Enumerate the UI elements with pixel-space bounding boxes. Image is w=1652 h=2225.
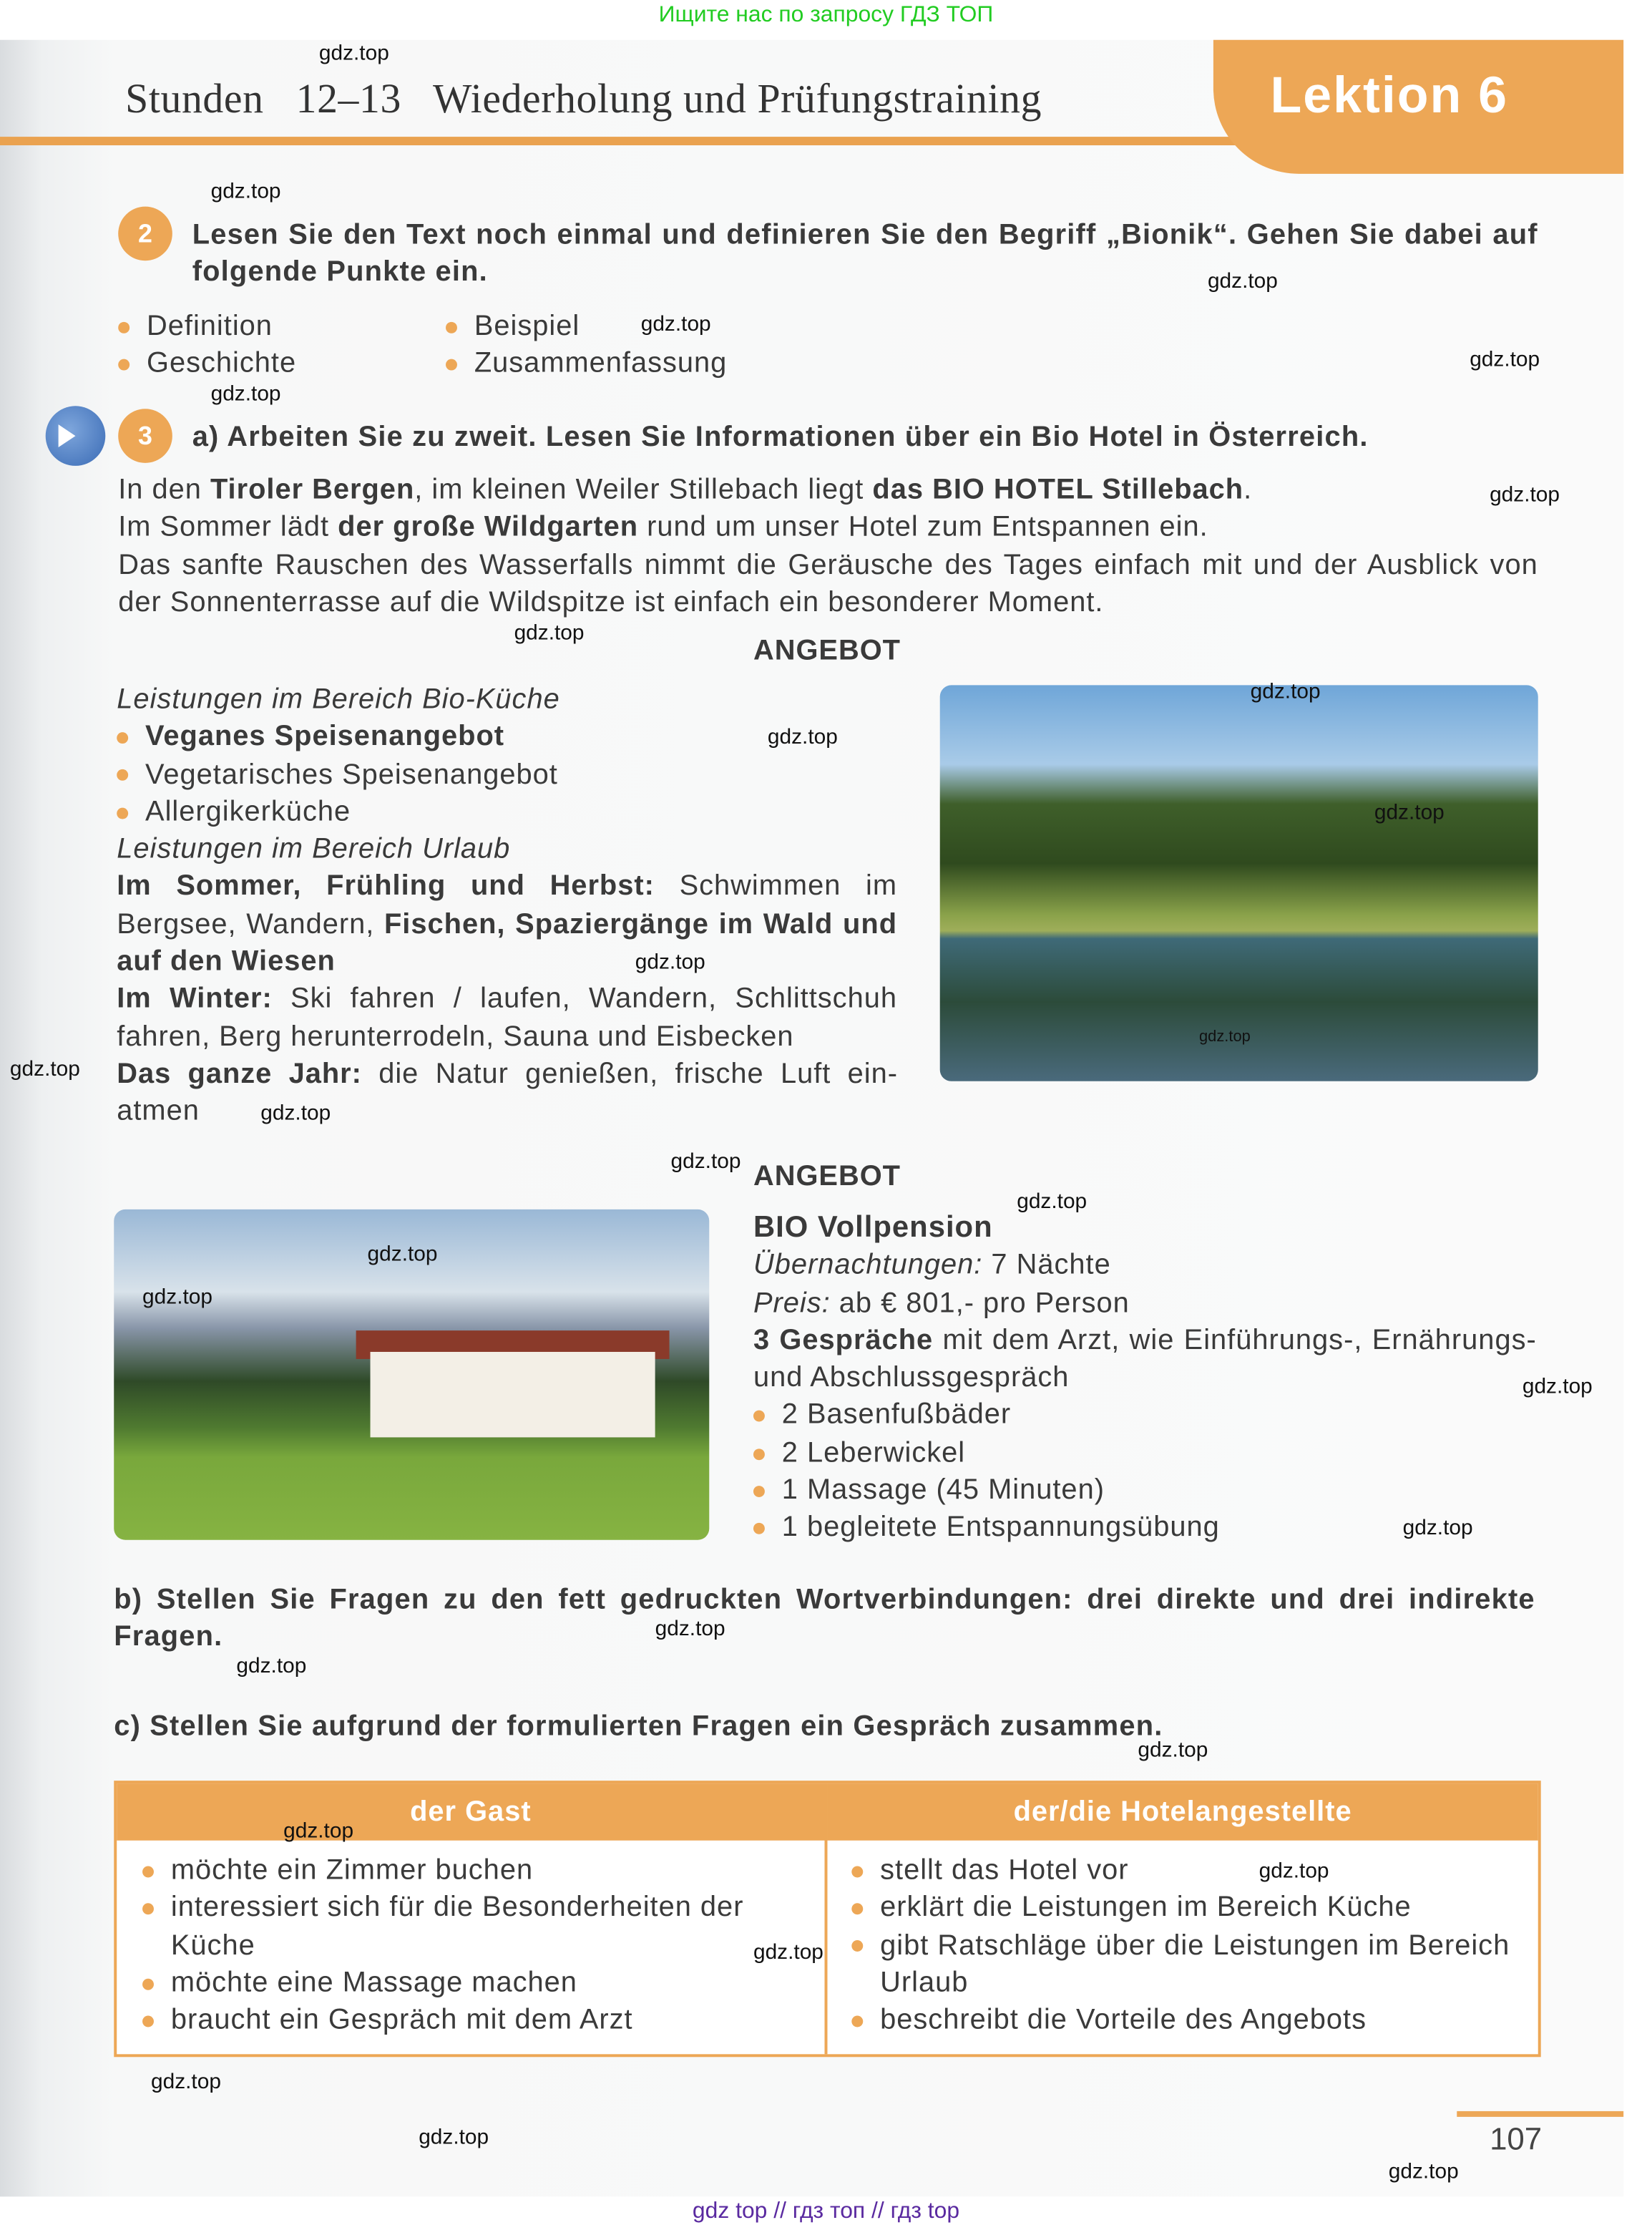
watermark: gdz.top [1402,1515,1473,1540]
watermark: gdz.top [514,620,585,646]
exercise-2-instruction: Lesen Sie den Text noch einmal und definieren Sie den Begriff „Bionik“. Gehen Sie dabei auf folgende Punkte ein. [192,219,1538,288]
header-rule [0,137,1253,145]
exercise-3-number: 3 [118,409,172,463]
watermark: gdz.top [1017,1189,1088,1214]
watermark: gdz.top [1470,347,1540,372]
page-number: 107 [1490,2121,1543,2157]
hotel-intro: In den Tiroler Bergen, im kleinen Weiler Stillebach liegt das BIO HOTEL Stillebach. Im Sommer lädt der große Wildgarten rund um unser Hotel zum Entspannen ein. Das sanfte Rauschen des Wasserfalls nimmt die Geräusche des Tages einfach mit und der Ausblick von der Sonnenterrasse auf die Wildspitze ist einfach ein besonderer Moment. [118,474,1538,618]
watermark: gdz.top [150,2070,221,2095]
watermark: gdz.top [1258,1859,1329,1884]
mountain-lake-photo [940,685,1538,1081]
column-divider [824,1783,827,2054]
lesson-label: Lektion 6 [1270,65,1509,125]
page-number-rule [1457,2111,1623,2117]
watermark: gdz.top [210,381,281,406]
point-summary: Zusammenfassung [446,345,727,382]
watermark: gdz.top [318,41,389,66]
staff-column: stellt das Hotel vor erklärt die Leistungen im Bereich Küche gibt Ratschläge über die Leistungen im Bereich Urlaub beschreibt die Vorteile des Angebots [851,1852,1514,2040]
header-guest: der Gast [117,1783,824,1841]
watermark: gdz.top [1388,2159,1459,2184]
watermark: gdz.top [210,179,281,204]
watermark: gdz.top [367,1242,438,1267]
watermark: gdz.top [767,725,838,750]
point-example: Beispiel [446,308,580,345]
exercise-3b-instruction: b) Stellen Sie Fragen zu den fett gedruckten Wortverbindungen: drei direkte und drei indirekte Fragen. [114,1584,1535,1652]
offer-2-details: BIO Vollpension Übernachtungen: 7 Nächte Preis: ab € 801,- pro Person 3 Gespräche mit dem Arzt, wie Einführungs-, Ernährungs- und Abschlussgespräch 2 Basenfußbäder 2 Leberwickel 1 Massage (45 Minuten) 1 begleitete Entspannungsübung [753,1209,1537,1547]
exercise-3a-instruction: a) Arbeiten Sie zu zweit. Lesen Sie Informationen über ein Bio Hotel in Österreich. [192,422,1369,453]
lesson-tab [1213,40,1623,174]
guest-column: möchte ein Zimmer buchen interessiert sich für die Besonderheiten der Küche möchte eine Massage machen braucht ein Gespräch mit dem Arzt [142,1852,805,2040]
watermark: gdz.top [283,1819,354,1844]
offer-1-details: Leistungen im Bereich Bio-Küche Veganes Speisenangebot Vegetarisches Speisenangebot Allergikerküche Leistungen im Bereich Urlaub Im Sommer, Frühling und Herbst: Schwimmen im Bergsee, Wandern, Fischen, Spaziergänge im Wald und auf den Wiesen Im Winter: Ski fahren / laufen, Wandern, Schlittschuh fahren, Berg herunterrodeln, Sauna und Eisbecken Das ganze Jahr: die Natur genießen, frische Luft einatmen [117,683,898,1128]
exercise-3c-instruction: c) Stellen Sie aufgrund der formulierten Fragen ein Gespräch zusammen. [114,1710,1163,1743]
watermark: gdz.top [419,2125,489,2150]
watermark: gdz.top [753,1940,823,1964]
watermark: gdz.top [9,1056,80,1081]
watermark: gdz.top [635,950,705,975]
watermark: gdz.top [260,1101,331,1126]
watermark: gdz.top [236,1653,307,1678]
house [371,1352,655,1437]
watermark: gdz.top [670,1149,741,1174]
watermark: gdz.top [1199,1028,1251,1046]
watermark: gdz.top [1374,800,1445,825]
watermark: gdz.top [142,1285,213,1310]
watermark: gdz.top [1490,482,1560,507]
page-title: Stunden 12–13 Wiederholung und Prüfungstraining [125,77,1042,123]
exercise-2-number: 2 [118,207,172,261]
offer-2-heading: ANGEBOT [753,1161,901,1193]
audio-cd-icon[interactable] [46,406,106,466]
watermark: gdz.top [1522,1374,1593,1399]
offer-1-heading: ANGEBOT [753,635,901,667]
watermark: gdz.top [1250,679,1321,704]
header-staff: der/die Hotelangestellte [827,1783,1538,1841]
watermark: gdz.top [640,311,711,336]
watermark: gdz.top [1138,1738,1208,1763]
watermark: gdz.top [655,1617,725,1642]
point-definition: Definition [118,308,273,345]
footer-links[interactable]: gdz top // гдз топ // гдз top [692,2199,960,2224]
point-history: Geschichte [118,345,296,382]
watermark: gdz.top [1207,269,1278,294]
search-note[interactable]: Ищите нас по запросу ГДЗ ТОП [658,2,994,27]
